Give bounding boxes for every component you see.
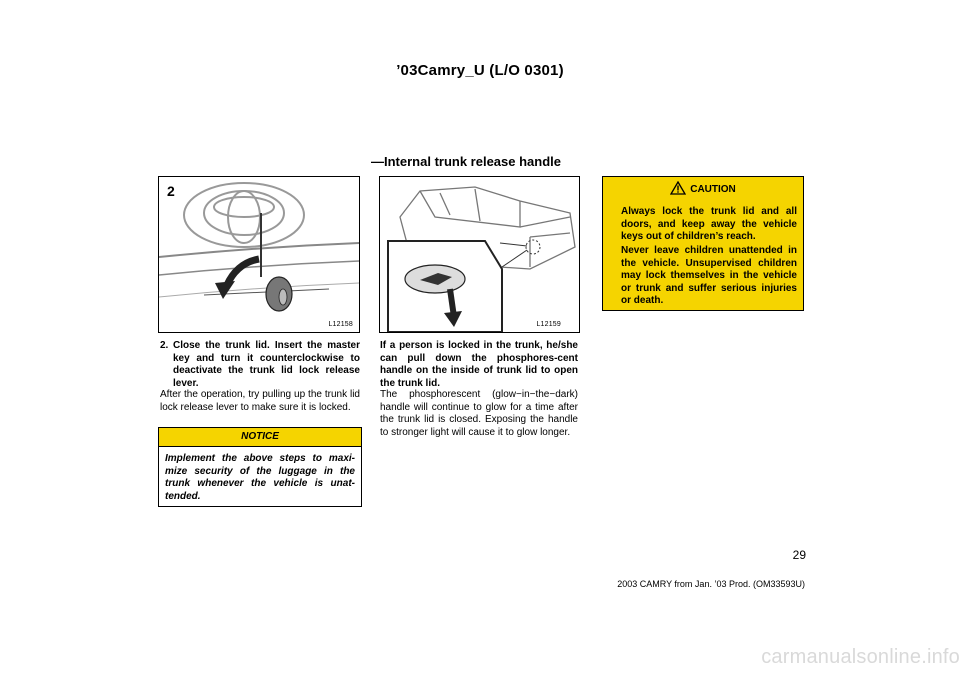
page-number: 29 (792, 548, 806, 562)
document-header-title: ’03Camry_U (L/O 0301) (396, 62, 564, 79)
notice-box (158, 427, 362, 507)
caution-header (603, 181, 803, 195)
person-locked-text: If a person is locked in the trunk, he/she can pull down the phosphores-cent handle on the inside of trunk lid to open the trunk lid. (380, 340, 578, 389)
notice-body: Implement the above steps to maxi-mize security of the luggage in the trunk whenever the vehicle is unat-tended. (165, 453, 355, 502)
figure-code: L12158 (328, 321, 353, 328)
section-title: —Internal trunk release handle (371, 154, 562, 169)
step-marker: 2 (167, 183, 175, 199)
footer-edition: 2003 CAMRY from Jan. ’03 Prod. (OM33593U) (617, 579, 805, 589)
car-handle-drawing (380, 177, 579, 332)
notice-title: NOTICE (159, 428, 361, 447)
caution-item (609, 206, 797, 244)
caution-box (602, 176, 804, 311)
step-number: 2. (160, 340, 169, 351)
step-text: Close the trunk lid. Insert the master key and turn it counterclockwise to deactivate the trunk lid lock release lever. (173, 340, 360, 389)
figure-code: L12159 (536, 321, 561, 328)
caution-item (609, 245, 797, 308)
warning-triangle-icon (670, 181, 686, 195)
phosphorescent-text: The phosphorescent (glow−in−the−dark) handle will continue to glow for a time after the trunk lid is closed. Exposing the handle to stronger light will cause it to glow longer. (380, 389, 578, 438)
caution-item-text: Never leave children unattended in the vehicle. Unsupervised children may lock themselves in the vehicle or trunk and suffer serious injuries or death. (621, 245, 797, 306)
trunk-key-drawing (159, 177, 359, 332)
caution-item-text: Always lock the trunk lid and all doors, and keep away the vehicle keys out of children’s reach. (621, 206, 797, 242)
internal-release-illustration (379, 176, 580, 333)
watermark-text: carmanualsonline.info (761, 646, 960, 668)
step-2-instruction (160, 340, 360, 390)
caution-title: CAUTION (690, 184, 736, 195)
trunk-key-illustration (158, 176, 360, 333)
after-operation-text: After the operation, try pulling up the trunk lid lock release lever to make sure it is locked. (160, 389, 360, 413)
